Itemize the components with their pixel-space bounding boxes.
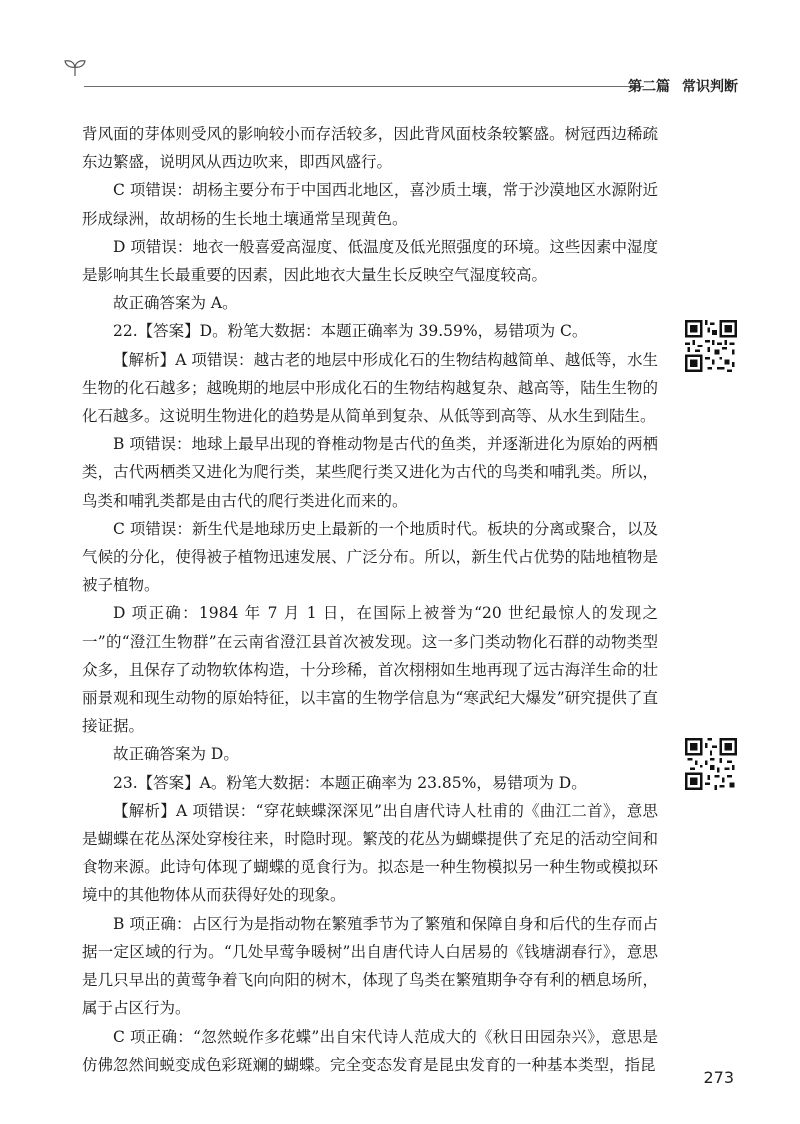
page-body [82,120,658,1079]
header-part: 第二篇 [628,79,670,95]
analysis-paragraph: 【解析】A 项错误：越古老的地层中形成化石的生物结构越简单、越低等，水生生物的化石越多；越晚期的地层中形成化石的生物结构越复杂、越高等，陆生生物的化石越多。这说明生物进化的趋势是从简单到复杂、从低等到高等、从水生到陆生。 [82,350,658,426]
paragraph: B 项正确：占区行为是指动物在繁殖季节为了繁殖和保障自身和后代的生存而占据一定区域的行为。“几处早莺争暖树”出自唐代诗人白居易的《钱塘湖春行》，意思是几只早出的黄莺争着飞向向阳的树木，体现了鸟类在繁殖期争夺有利的栖息场所，属于占区行为。 [82,914,658,1018]
answer-line: 23.【答案】A。粉笔大数据：本题正确率为 23.85%，易错项为 D。 [113,773,587,792]
header-title [628,76,738,96]
header-section: 常识判断 [682,79,738,95]
answer-line: 22.【答案】D。粉笔大数据：本题正确率为 39.59%，易错项为 C。 [113,322,588,341]
paragraph: C 项错误：新生代是地球历史上最新的一个地质时代。板块的分离或聚合，以及气候的分化，使得被子植物迅速发展、广泛分布。所以，新生代占优势的陆地植物是被子植物。 [82,519,658,595]
leaf-logo-icon [62,58,88,78]
qr-code-icon[interactable] [685,320,737,372]
analysis-paragraph: 【解析】A 项错误：“穿花蛱蝶深深见”出自唐代诗人杜甫的《曲江二首》，意思是蝴蝶在花丛深处穿梭往来，时隐时现。繁茂的花丛为蝴蝶提供了充足的活动空间和食物来源。此诗句体现了蝴蝶的觅食行为。拟态是一种生物模拟另一种生物或模拟环境中的其他物体从而获得好处的现象。 [82,801,658,905]
paragraph: D 项正确：1984 年 7 月 1 日，在国际上被誉为“20 世纪最惊人的发现之一”的“澄江生物群”在云南省澄江县首次被发现。这一多门类动物化石群的动物类型众多，且保存了动物软体构造，十分珍稀，首次栩栩如生地再现了远古海洋生命的壮丽景观和现生动物的原始特征，以丰富的生物学信息为“寒武纪大爆发”研究提供了直接证据。 [82,604,658,736]
paragraph: 背风面的芽体则受风的影响较小而存活较多，因此背风面枝条较繁盛。树冠西边稀疏东边繁盛，说明风从西边吹来，即西风盛行。 [82,125,658,172]
qr-code-icon[interactable] [685,738,737,790]
paragraph: B 项错误：地球上最早出现的脊椎动物是古代的鱼类，并逐渐进化为原始的两栖类，古代两栖类又进化为爬行类，某些爬行类又进化为古代的鸟类和哺乳类。所以，鸟类和哺乳类都是由古代的爬行类进化而来的。 [82,435,658,510]
paragraph: C 项错误：胡杨主要分布于中国西北地区，喜沙质土壤，常于沙漠地区水源附近形成绿洲，故胡杨的生长地土壤通常呈现黄色。 [82,181,658,228]
paragraph: D 项错误：地衣一般喜爱高湿度、低温度及低光照强度的环境。这些因素中湿度是影响其生长最重要的因素，因此地衣大量生长反映空气湿度较高。 [82,237,658,285]
paragraph: C 项正确：“忽然蜕作多花蝶”出自宋代诗人范成大的《秋日田园杂兴》，意思是仿佛忽然间蜕变成色彩斑斓的蝴蝶。完全变态发育是昆虫发育的一种基本类型，指昆 [82,1027,658,1074]
page-number: 273 [703,1068,734,1087]
page-header [62,56,738,96]
paragraph: 故正确答案为 D。 [113,745,239,764]
paragraph: 故正确答案为 A。 [113,294,238,313]
header-rule [84,86,644,87]
